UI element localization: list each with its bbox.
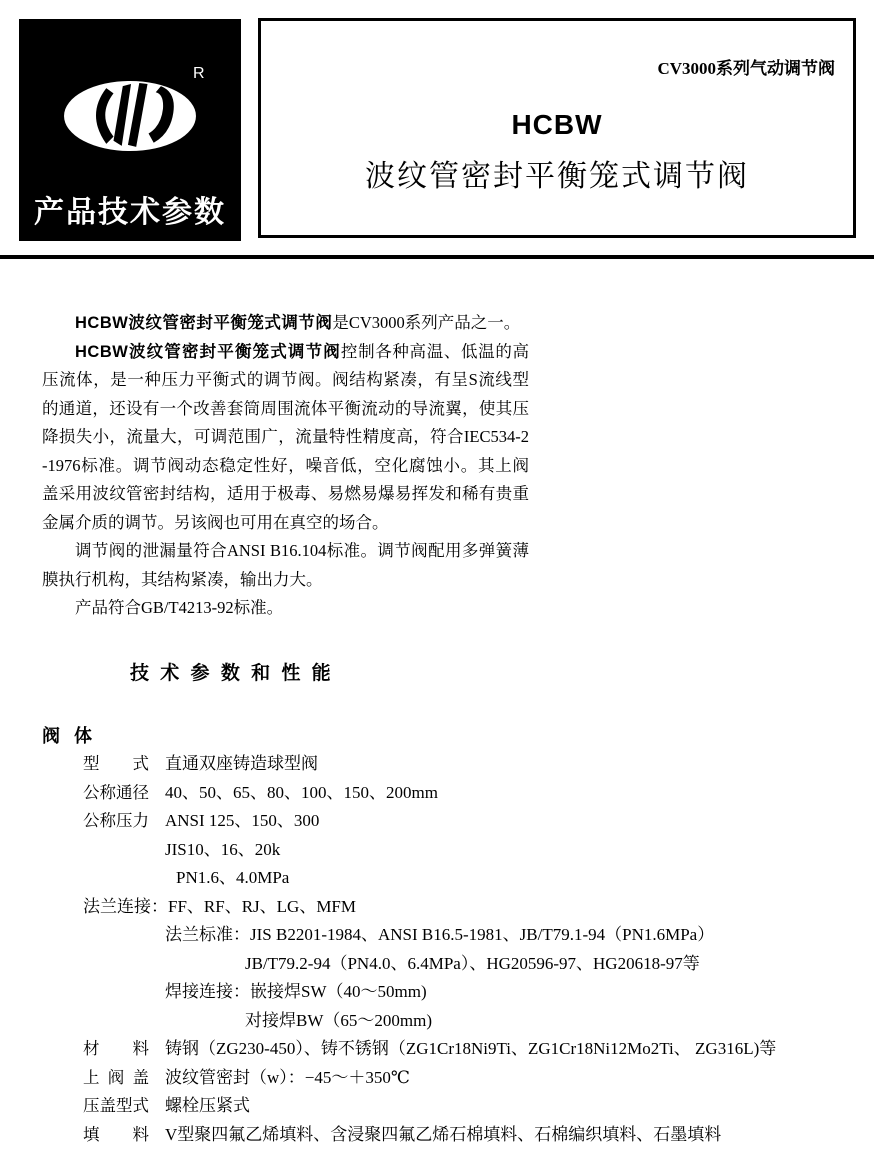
- body-line: HCBW波纹管密封平衡笼式调节阀是CV3000系列产品之一。: [75, 313, 521, 332]
- tech-parameters-heading: 技 术 参 数 和 性 能: [130, 663, 331, 684]
- param-value: V型聚四氟乙烯填料、含浸聚四氟乙烯石棉填料、石棉编织填料、石墨填料: [165, 1124, 722, 1144]
- param-value: 铸钢（ZG230-450）、铸不锈钢（ZG1Cr18Ni9Ti、ZG1Cr18Ni12Mo2Ti、 ZG316L)等: [165, 1039, 777, 1058]
- param-row: [0, 807, 874, 836]
- series-tag: CV3000系列气动调节阀: [657, 59, 835, 78]
- body-line: 的通道，还设有一个改善套筒周围流体平衡流动的导流翼，使其压: [42, 398, 529, 418]
- param-row: [0, 750, 874, 779]
- param-row: [0, 1064, 874, 1093]
- param-value: 法兰标准：JIS B2201-1984、ANSI B16.5-1981、JB/T79.1-94（PN1.6MPa）: [165, 925, 715, 944]
- param-row: [0, 921, 874, 950]
- horizontal-divider: [0, 255, 874, 259]
- title-box: [258, 18, 856, 238]
- param-value: JIS10、16、20k: [165, 839, 281, 859]
- param-label: 压 盖 型 式: [83, 1096, 149, 1115]
- param-row: [0, 779, 874, 808]
- param-label: 上 阀 盖: [83, 1067, 149, 1087]
- param-label: 型 式: [83, 754, 149, 773]
- intro-paragraphs: [42, 309, 529, 623]
- param-label: 材 料: [83, 1039, 149, 1058]
- body-line: 调节阀的泄漏量符合ANSI B16.104标准。调节阀配用多弹簧薄: [75, 541, 529, 560]
- body-line: 压流体，是一种压力平衡式的调节阀。阀结构紧凑，有呈S流线型: [42, 370, 529, 389]
- param-value: 对接焊BW（65～200mm): [245, 1010, 432, 1030]
- param-value: 直通双座铸造球型阀: [165, 754, 318, 773]
- param-row: [0, 1007, 874, 1036]
- product-title: 波纹管密封平衡笼式调节阀: [365, 160, 749, 193]
- param-row: [0, 893, 874, 922]
- param-row: [0, 978, 874, 1007]
- param-label: 填 料: [83, 1124, 149, 1144]
- param-label: 公 称 压 力: [83, 811, 149, 830]
- param-value: 40、50、65、80、100、150、200mm: [165, 782, 438, 802]
- param-row: [0, 950, 874, 979]
- param-label: 公 称 通 径: [83, 782, 149, 802]
- param-value: 波纹管密封（w）：−45～＋350℃: [165, 1067, 410, 1087]
- param-row: [0, 864, 874, 893]
- param-value: 螺栓压紧式: [165, 1096, 250, 1115]
- body-line: 金属介质的调节。另该阀也可用在真空的场合。: [42, 512, 389, 532]
- logo-caption: 产品技术参数: [34, 196, 226, 229]
- param-row: [0, 1035, 874, 1064]
- param-row: [0, 1092, 874, 1121]
- valve-body-parameters: [0, 750, 874, 1149]
- company-logo-icon: [63, 79, 197, 153]
- body-line: 产品符合GB/T4213-92标准。: [75, 598, 284, 617]
- body-line: 膜执行机构，其结构紧凑，输出力大。: [42, 569, 323, 589]
- body-line: HCBW波纹管密封平衡笼式调节阀控制各种高温、低温的高: [75, 341, 530, 361]
- valve-body-heading: 阀 体: [42, 726, 93, 746]
- logo-block: [19, 19, 241, 241]
- registered-trademark-mark: R: [193, 65, 205, 82]
- param-value: ANSI 125、150、300: [165, 811, 320, 830]
- body-line: 盖采用波纹管密封结构，适用于极毒、易燃易爆易挥发和稀有贵重: [42, 484, 529, 503]
- body-line: 降损失小，流量大，可调范围广，流量特性精度高，符合IEC534-2: [42, 427, 529, 446]
- param-row: [0, 836, 874, 865]
- param-value: 焊接连接：嵌接焊SW（40～50mm): [165, 982, 427, 1001]
- param-value: PN1.6、4.0MPa: [176, 868, 290, 887]
- param-row: [0, 1121, 874, 1150]
- model-title: HCBW: [511, 109, 603, 140]
- param-value: JB/T79.2-94（PN4.0、6.4MPa）、HG20596-97、HG20618-97等: [245, 953, 700, 973]
- body-line: -1976标准。调节阀动态稳定性好，噪音低，空化腐蚀小。其上阀: [42, 455, 529, 475]
- param-value: 法兰连接：FF、RF、RJ、LG、MFM: [83, 896, 357, 916]
